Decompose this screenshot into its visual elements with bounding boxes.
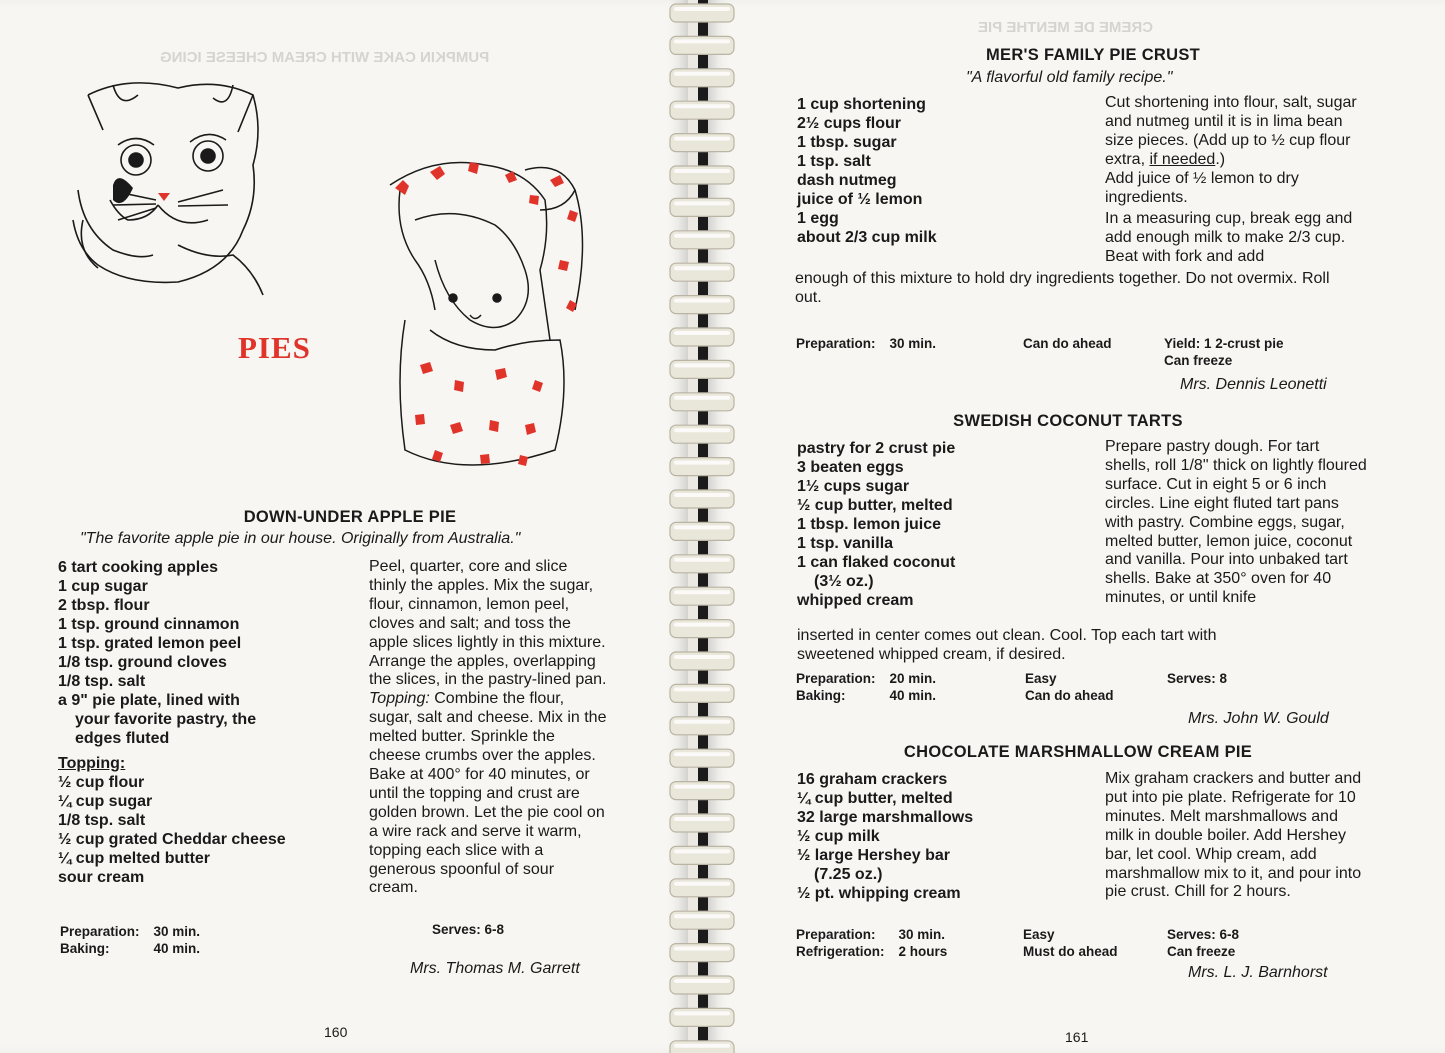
recipe-title: DOWN-UNDER APPLE PIE <box>243 508 457 526</box>
recipe-signature: Mrs. Thomas M. Garrett <box>410 960 580 977</box>
binding-coil <box>670 490 734 508</box>
binding-coil <box>670 879 734 897</box>
serves: Serves: 6-8 <box>1167 927 1240 942</box>
ingredient-item: dash nutmeg <box>797 172 897 189</box>
baking-label: Baking: <box>60 940 110 956</box>
binding-coil <box>670 555 734 573</box>
recipe-directions <box>369 558 607 898</box>
directions-continued: inserted in center comes out clean. Cool. Top each tart with sweetened whipped cream, if desired. <box>797 627 1217 663</box>
ingredient-item: 16 graham crackers <box>797 771 948 788</box>
topping-item: 1/8 tsp. salt <box>58 812 146 829</box>
topping-directions-text: Combine the flour, sugar, salt and cheese. Mix in the melted butter. Sprinkle the cheese crumbs over the apples. Bake at 400° for 40 minutes, or until the topping and crust are golden brown. Let the pie cool on a wire rack and serve it warm, topping each slice with a generous spoonful of sour cream. <box>369 690 607 897</box>
ingredient-list <box>797 439 955 610</box>
binding-coil-highlight <box>674 525 730 529</box>
binding-coil-highlight <box>674 299 730 303</box>
girl-illustration <box>375 150 595 495</box>
binding-coil <box>670 717 734 735</box>
recipe-directions: Mix graham crackers and butter and put into pie plate. Refrigerate for 10 minutes. Melt marshmallows and milk in double boiler. Add Hershey bar, let cool. Whip cream, add marshmallow mix to it, and pour into pie crust. Chill for 2 hours. <box>1105 770 1362 901</box>
prep-value: 30 min. <box>898 927 946 942</box>
prep-value: 20 min. <box>889 671 937 686</box>
note: Can freeze <box>1167 943 1236 959</box>
prep-label: Preparation: <box>796 336 876 351</box>
binding-coil <box>670 1008 734 1026</box>
recipe-directions <box>1105 94 1367 267</box>
yield: Yield: 1 2-crust pie <box>1164 336 1284 351</box>
serves: Serves: 6-8 <box>432 922 505 937</box>
ingredient-item: pastry for 2 crust pie <box>797 440 956 457</box>
binding-coil-highlight <box>674 947 730 951</box>
ingredient-item: 1 tsp. salt <box>797 153 871 170</box>
binding-coil <box>670 166 734 184</box>
prep-value: 30 min. <box>889 336 937 351</box>
recipe-meta <box>796 671 950 704</box>
binding-coil <box>670 198 734 216</box>
ingredient-list <box>797 95 937 247</box>
binding-coil-highlight <box>674 914 730 918</box>
ingredient-item: 1 can flaked coconut <box>797 554 956 571</box>
binding-coil <box>670 652 734 670</box>
bleed-through-text: CREME DE MENTHE PIE <box>978 19 1154 36</box>
ingredient-list <box>58 558 286 887</box>
recipe-signature: Mrs. L. J. Barnhorst <box>1188 964 1328 981</box>
binding-coil-highlight <box>674 979 730 983</box>
binding-coil-highlight <box>674 7 730 11</box>
binding-coil-highlight <box>674 266 730 270</box>
ingredient-item: 1 cup shortening <box>797 96 926 113</box>
ingredient-item: 1 tsp. ground cinnamon <box>58 616 240 633</box>
binding-coil <box>670 134 734 152</box>
binding-coil-highlight <box>674 363 730 367</box>
spiral-binding <box>660 0 744 1053</box>
note: Easy <box>1025 671 1057 686</box>
ingredient-item: 1½ cups sugar <box>797 478 910 495</box>
recipe-meta <box>796 336 950 353</box>
baking-value: 40 min. <box>889 687 937 703</box>
left-page <box>0 0 688 1053</box>
ingredient-item: ½ cup butter, melted <box>797 497 953 514</box>
binding-coil-highlight <box>674 137 730 141</box>
recipe-title: MER'S FAMILY PIE CRUST <box>985 46 1201 64</box>
prep-label: Preparation: <box>796 927 876 942</box>
ingredient-item: 1 cup sugar <box>58 578 148 595</box>
directions-text: Add juice of ½ lemon to dry ingredients. <box>1105 169 1299 206</box>
ingredient-item: 1 tbsp. lemon juice <box>797 516 942 533</box>
directions-underlined: if needed <box>1149 150 1216 168</box>
topping-item: ¼ cup melted butter <box>58 850 211 867</box>
ingredient-item: 2 tbsp. flour <box>58 597 150 614</box>
directions-text-end: .) <box>1215 150 1226 168</box>
binding-coil <box>670 976 734 994</box>
binding-coil-highlight <box>674 687 730 691</box>
binding-coil <box>670 814 734 832</box>
ingredient-item: 1 tsp. grated lemon peel <box>58 635 242 652</box>
binding-coil <box>670 263 734 281</box>
topping-directions-label: Topping: <box>369 690 430 708</box>
ingredient-item: ½ cup milk <box>797 828 880 845</box>
binding-coil <box>670 944 734 962</box>
binding-coil <box>670 458 734 476</box>
ingredient-item: 1 egg <box>797 210 839 227</box>
recipe-title: SWEDISH COCONUT TARTS <box>953 412 1183 430</box>
topping-item: ½ cup grated Cheddar cheese <box>58 831 286 848</box>
binding-coil <box>670 587 734 605</box>
refrigeration-label: Refrigeration: <box>796 943 885 959</box>
ingredient-item: (3½ oz.) <box>814 573 874 590</box>
binding-coil-highlight <box>674 623 730 627</box>
page-number: 160 <box>324 1024 348 1040</box>
binding-coil-highlight <box>674 461 730 465</box>
directions-text: Cut shortening into flour, salt, sugar and nutmeg until it is in lima bean size pieces. (Add up to ½ cup flour extra, <box>1105 94 1357 168</box>
binding-coil <box>670 684 734 702</box>
ingredient-item: 2½ cups flour <box>797 115 902 132</box>
ingredient-item: ½ pt. whipping cream <box>797 885 961 902</box>
binding-coil <box>670 296 734 314</box>
note: Can do ahead <box>1025 687 1114 703</box>
recipe-quote: "A flavorful old family recipe." <box>966 69 1173 86</box>
recipe-quote: "The favorite apple pie in our house. Originally from Australia." <box>80 530 521 547</box>
recipe-meta <box>60 924 214 957</box>
baking-label: Baking: <box>796 687 846 703</box>
binding-coil-highlight <box>674 428 730 432</box>
binding-coil-highlight <box>674 104 730 108</box>
binding-coil <box>670 911 734 929</box>
note: Must do ahead <box>1023 943 1118 959</box>
ingredient-item: 1 tbsp. sugar <box>797 134 897 151</box>
binding-coil <box>670 620 734 638</box>
recipe-notes <box>1023 927 1118 960</box>
binding-coil-highlight <box>674 331 730 335</box>
binding-coil-highlight <box>674 201 730 205</box>
binding-coil <box>670 69 734 87</box>
binding-coil-highlight <box>674 396 730 400</box>
binding-coil <box>670 4 734 22</box>
binding-coil-highlight <box>674 493 730 497</box>
ingredient-item: 1/8 tsp. salt <box>58 673 146 690</box>
directions-continued: enough of this mixture to hold dry ingredients together. Do not overmix. Roll out. <box>795 270 1330 306</box>
directions-text: Peel, quarter, core and slice thinly the apples. Mix the sugar, flour, cinnamon, lemon peel, cloves and salt; and toss the apple slices lightly in this mixture. Arrange the apples, overlapping the slices, in the pastry-lined pan. <box>369 558 607 689</box>
ingredient-item: ½ large Hershey bar <box>797 847 950 864</box>
directions-text: In a measuring cup, break egg and add enough milk to make 2/3 cup. Beat with fork and add <box>1105 210 1353 266</box>
cat-illustration <box>58 70 273 300</box>
ingredient-item: whipped cream <box>797 592 914 609</box>
binding-coil-highlight <box>674 817 730 821</box>
ingredient-item: ¼ cup butter, melted <box>797 790 953 807</box>
recipe-signature: Mrs. John W. Gould <box>1188 710 1329 727</box>
ingredient-item: about 2/3 cup milk <box>797 229 937 246</box>
binding-coil <box>670 360 734 378</box>
recipe-notes <box>1167 927 1239 960</box>
binding-coil-highlight <box>674 1044 730 1048</box>
binding-coil-highlight <box>674 752 730 756</box>
binding-coil <box>670 393 734 411</box>
binding-coil-highlight <box>674 655 730 659</box>
note: Can do ahead <box>1023 336 1112 351</box>
topping-item: sour cream <box>58 869 145 886</box>
binding-coil <box>670 101 734 119</box>
ingredient-item: juice of ½ lemon <box>797 191 923 208</box>
recipe-meta <box>796 927 961 960</box>
ingredient-item: 1/8 tsp. ground cloves <box>58 654 227 671</box>
topping-item: ¼ cup sugar <box>58 793 153 810</box>
note: Easy <box>1023 927 1055 942</box>
binding-coil <box>670 36 734 54</box>
binding-coil-highlight <box>674 882 730 886</box>
prep-value: 30 min. <box>153 924 201 939</box>
bleed-through-text: PUMPKIN CAKE WITH CREAM CHEESE ICING <box>160 49 490 66</box>
ingredient-item: your favorite pastry, the <box>75 711 257 728</box>
recipe-notes <box>1025 671 1114 704</box>
serves: Serves: 8 <box>1167 671 1228 686</box>
page-number: 161 <box>1065 1029 1089 1045</box>
binding-coil-highlight <box>674 849 730 853</box>
refrigeration-value: 2 hours <box>898 943 948 959</box>
topping-heading: Topping: <box>58 755 126 772</box>
binding-coil <box>670 425 734 443</box>
binding-coil <box>670 846 734 864</box>
binding-coil-highlight <box>674 720 730 724</box>
ingredient-item: edges fluted <box>75 730 170 747</box>
binding-coil-highlight <box>674 234 730 238</box>
ingredient-item: 3 beaten eggs <box>797 459 904 476</box>
baking-value: 40 min. <box>153 940 201 956</box>
binding-coil <box>670 749 734 767</box>
ingredient-item: (7.25 oz.) <box>814 866 883 883</box>
binding-coil-highlight <box>674 1011 730 1015</box>
topping-item: ½ cup flour <box>58 774 145 791</box>
binding-coil <box>670 522 734 540</box>
binding-coil-highlight <box>674 72 730 76</box>
binding-coil <box>670 231 734 249</box>
prep-label: Preparation: <box>60 924 140 939</box>
ingredient-item: 6 tart cooking apples <box>58 559 219 576</box>
ingredient-item: a 9" pie plate, lined with <box>58 692 240 709</box>
binding-coil-highlight <box>674 558 730 562</box>
binding-coil-highlight <box>674 590 730 594</box>
binding-coil <box>670 328 734 346</box>
recipe-signature: Mrs. Dennis Leonetti <box>1180 376 1327 393</box>
recipe-title: CHOCOLATE MARSHMALLOW CREAM PIE <box>903 743 1253 761</box>
binding-coil <box>670 782 734 800</box>
ingredient-list <box>797 770 973 903</box>
right-page <box>708 0 1445 1053</box>
ingredient-item: 1 tsp. vanilla <box>797 535 894 552</box>
binding-coil-highlight <box>674 39 730 43</box>
section-title-pies: PIES <box>238 330 311 365</box>
prep-label: Preparation: <box>796 671 876 686</box>
binding-coil-highlight <box>674 785 730 789</box>
note: Can freeze <box>1164 353 1233 368</box>
ingredient-item: 32 large marshmallows <box>797 809 974 826</box>
recipe-directions: Prepare pastry dough. For tart shells, roll 1/8" thick on lightly floured surface. Cut in eight 5 or 6 inch circles. Line eight fluted tart pans with pastry. Combine eggs, sugar, melted butter, lemon juice, coconut and vanilla. Pour into unbaked tart shells. Bake at 350° oven for 40 minutes, or until knife <box>1105 438 1367 607</box>
binding-coil-highlight <box>674 169 730 173</box>
